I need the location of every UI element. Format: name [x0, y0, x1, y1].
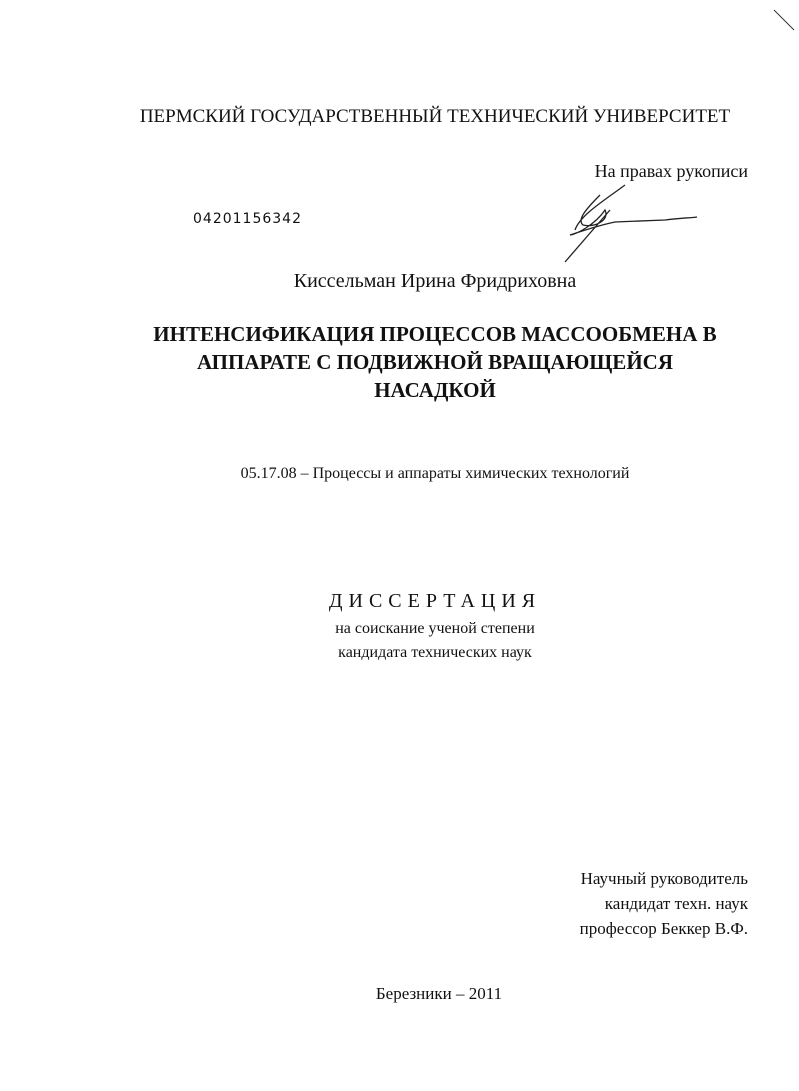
supervisor-line-1: Научный руководитель	[580, 869, 748, 888]
specialty: 05.17.08 – Процессы и аппараты химических технологий	[240, 465, 630, 482]
place-year: Березники – 2011	[375, 984, 503, 1003]
catalog-number: 04201156342	[193, 211, 302, 227]
degree-line-1: на соискание ученой степени	[335, 620, 535, 637]
author-name: Киссельман Ирина Фридриховна	[293, 270, 577, 292]
degree-line-2: кандидата технических наук	[338, 644, 532, 661]
signature	[555, 180, 715, 265]
title-line-1: ИНТЕНСИФИКАЦИЯ ПРОЦЕССОВ МАССООБМЕНА В	[153, 322, 717, 346]
supervisor-line-3: профессор Беккер В.Ф.	[579, 919, 748, 938]
title-line-3: НАСАДКОЙ	[374, 378, 496, 402]
title-line-2: АППАРАТЕ С ПОДВИЖНОЙ ВРАЩАЮЩЕЙСЯ	[197, 350, 673, 374]
document-type: ДИССЕРТАЦИЯ	[328, 590, 542, 612]
manuscript-rights: На правах рукописи	[594, 161, 748, 181]
scan-mark	[772, 8, 798, 34]
university-name: ПЕРМСКИЙ ГОСУДАРСТВЕННЫЙ ТЕХНИЧЕСКИЙ УНИВЕРСИТЕТ	[139, 106, 731, 127]
supervisor-line-2: кандидат техн. наук	[604, 894, 748, 913]
